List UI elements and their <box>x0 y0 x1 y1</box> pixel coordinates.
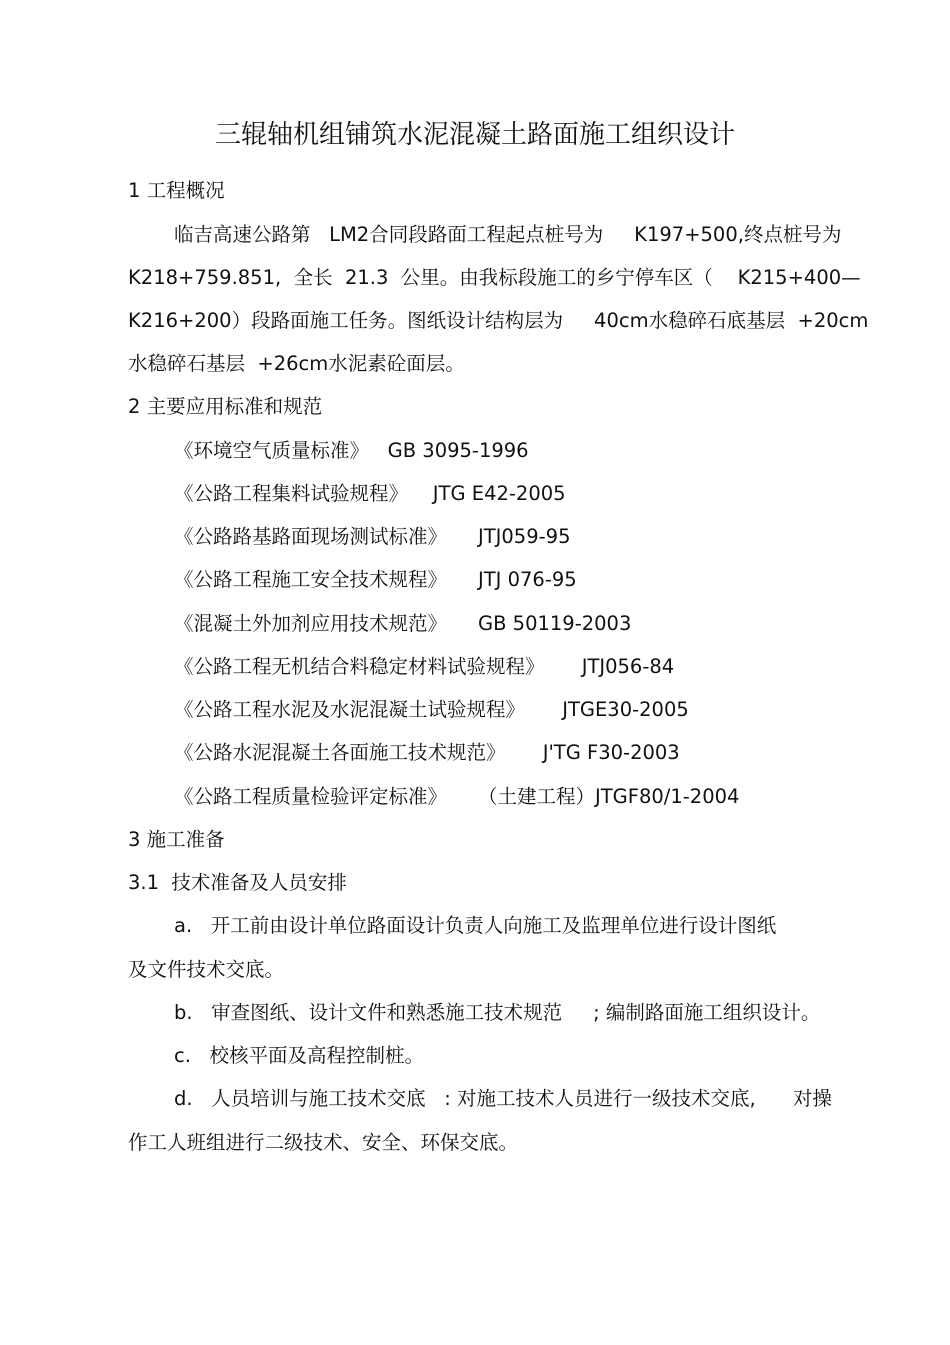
standard-item: 《环境空气质量标准》 GB 3095-1996 <box>174 439 529 462</box>
section-3-line-4: c. 校核平面及高程控制桩。 <box>174 1044 425 1067</box>
standard-item: 《公路工程水泥及水泥混凝土试验规程》 JTGE30-2005 <box>174 698 689 721</box>
section-3-line-2: 及文件技术交底。 <box>128 958 285 981</box>
standard-item: 《公路路基路面现场测试标准》 JTJ059-95 <box>174 525 571 548</box>
section-3-1-heading: 3.1 技术准备及人员安排 <box>128 871 347 894</box>
section-3-line-3: b. 审查图纸、设计文件和熟悉施工技术规范 ; 编制路面施工组织设计。 <box>174 1001 821 1024</box>
section-1-heading: 1 工程概况 <box>128 179 225 202</box>
standard-item: 《公路工程无机结合料稳定材料试验规程》 JTJ056-84 <box>174 655 675 678</box>
standard-item: 《公路水泥混凝土各面施工技术规范》 J'TG F30-2003 <box>174 741 680 764</box>
standard-item: 《公路工程质量检验评定标准》 （土建工程）JTGF80/1-2004 <box>174 785 740 808</box>
section-3-heading: 3 施工准备 <box>128 828 225 851</box>
section-1-line-3: K216+200）段路面施工任务。图纸设计结构层为 40cm水稳碎石底基层 +20cm <box>128 309 869 332</box>
section-1-line-2: K218+759.851, 全长 21.3 公里。由我标段施工的乡宁停车区（ K215+400— <box>128 266 861 289</box>
section-3-line-1: a. 开工前由设计单位路面设计负责人向施工及监理单位进行设计图纸 <box>174 914 777 937</box>
standard-item: 《公路工程集料试验规程》 JTG E42-2005 <box>174 482 566 505</box>
section-2-heading: 2 主要应用标准和规范 <box>128 395 323 418</box>
section-3-line-5: d. 人员培训与施工技术交底 : 对施工技术人员进行一级技术交底, 对操 <box>174 1087 832 1110</box>
standard-item: 《公路工程施工安全技术规程》 JTJ 076-95 <box>174 568 577 591</box>
document-title: 三辊轴机组铺筑水泥混凝土路面施工组织设计 <box>214 120 735 150</box>
section-3-line-6: 作工人班组进行二级技术、安全、环保交底。 <box>128 1131 519 1154</box>
section-1-line-1: 临吉高速公路第 LM2合同段路面工程起点桩号为 K197+500,终点桩号为 <box>174 223 842 246</box>
standard-item: 《混凝土外加剂应用技术规范》 GB 50119-2003 <box>174 612 632 635</box>
section-1-line-4: 水稳碎石基层 +26cm水泥素砼面层。 <box>128 352 465 375</box>
